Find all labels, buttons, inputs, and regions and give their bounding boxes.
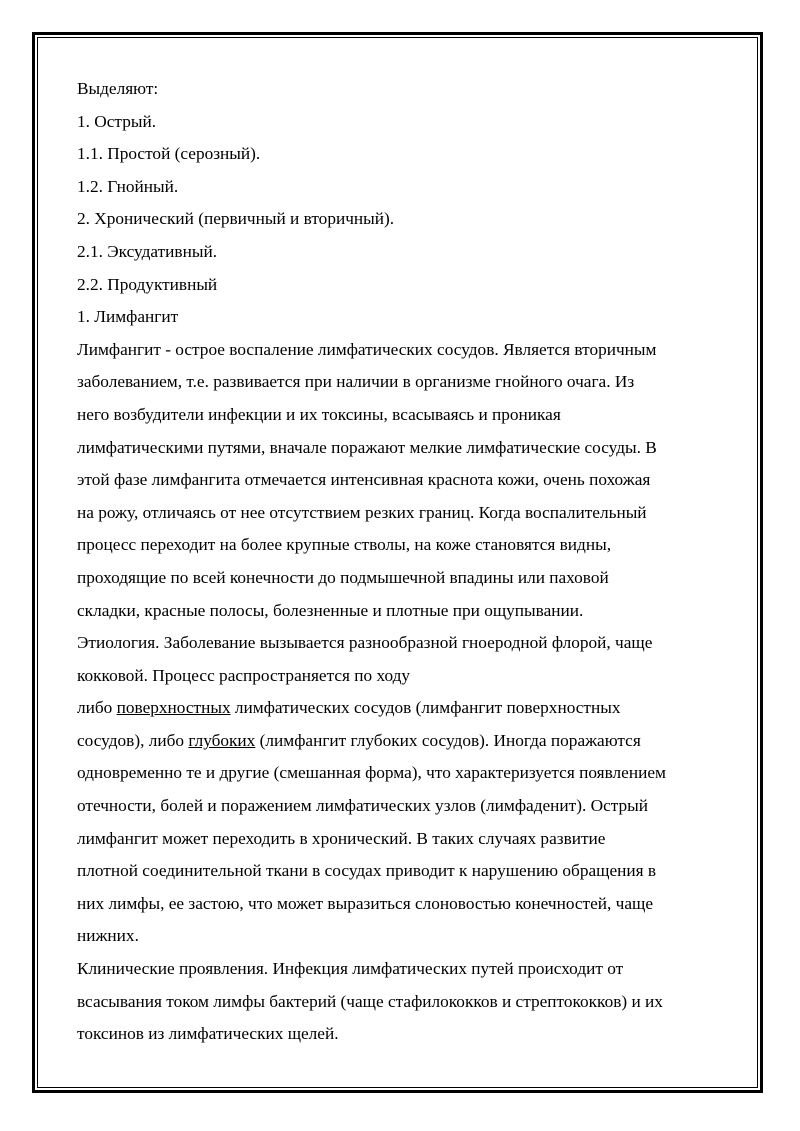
text-line: 2.2. Продуктивный bbox=[77, 274, 218, 294]
text-line: проходящие по всей конечности до подмышечной впадины или паховой bbox=[77, 567, 609, 587]
text-line: отечности, болей и поражением лимфатических узлов (лимфаденит). Острый bbox=[77, 796, 649, 816]
text-segment: лимфатических сосудов (лимфангит поверхностных bbox=[230, 698, 621, 718]
text-line: токсинов из лимфатических щелей. bbox=[77, 1024, 339, 1044]
text-line: плотной соединительной ткани в сосудах приводит к нарушению обращения в bbox=[77, 861, 657, 881]
text-line: лимфатическими путями, вначале поражают мелкие лимфатические сосуды. В bbox=[77, 437, 657, 457]
text-line: на рожу, отличаясь от нее отсутствием резких границ. Когда воспалительный bbox=[77, 502, 647, 522]
text-line: 1.1. Простой (серозный). bbox=[77, 144, 261, 164]
text-line: нижних. bbox=[77, 926, 139, 946]
text-line: них лимфы, ее застою, что может выразиться слоновостью конечностей, чаще bbox=[77, 893, 654, 913]
text-line-with-link bbox=[77, 692, 727, 725]
text-segment: (лимфангит глубоких сосудов). Иногда поражаются bbox=[255, 730, 641, 750]
text-line: 2. Хронический (первичный и вторичный). bbox=[77, 209, 395, 229]
text-line: всасывания током лимфы бактерий (чаще стафилококков и стрептококков) и их bbox=[77, 991, 663, 1011]
text-segment: либо bbox=[77, 698, 117, 718]
text-line-with-link bbox=[77, 725, 727, 758]
text-line: кокковой. Процесс распространяется по ходу bbox=[77, 665, 411, 685]
text-line: одновременно те и другие (смешанная форма), что характеризуется появлением bbox=[77, 763, 666, 783]
text-line: него возбудители инфекции и их токсины, всасываясь и проникая bbox=[77, 404, 561, 424]
text-line: складки, красные полосы, болезненные и плотные при ощупывании. bbox=[77, 600, 584, 620]
text-line: лимфангит может переходить в хронический. В таких случаях развитие bbox=[77, 828, 606, 848]
text-segment: сосудов), либо bbox=[77, 730, 189, 750]
document-body bbox=[77, 73, 727, 1051]
section-heading: 1. Лимфангит bbox=[77, 307, 179, 327]
text-line: 1. Острый. bbox=[77, 111, 157, 131]
text-line: 2.1. Эксудативный. bbox=[77, 241, 218, 261]
text-line: заболеванием, т.е. развивается при наличии в организме гнойного очага. Из bbox=[77, 372, 635, 392]
link-superficial[interactable]: поверхностных bbox=[116, 698, 231, 718]
text-line: 1.2. Гнойный. bbox=[77, 176, 179, 196]
text-line: Этиология. Заболевание вызывается разнообразной гноеродной флорой, чаще bbox=[77, 633, 653, 653]
text-line: этой фазе лимфангита отмечается интенсивная краснота кожи, очень похожая bbox=[77, 470, 651, 490]
text-line: Лимфангит - острое воспаление лимфатических сосудов. Является вторичным bbox=[77, 339, 657, 359]
text-line: процесс переходит на более крупные стволы, на коже становятся видны, bbox=[77, 535, 612, 555]
link-deep[interactable]: глубоких bbox=[188, 730, 256, 750]
text-line: Выделяют: bbox=[77, 79, 159, 98]
text-line: Клинические проявления. Инфекция лимфатических путей происходит от bbox=[77, 959, 624, 979]
